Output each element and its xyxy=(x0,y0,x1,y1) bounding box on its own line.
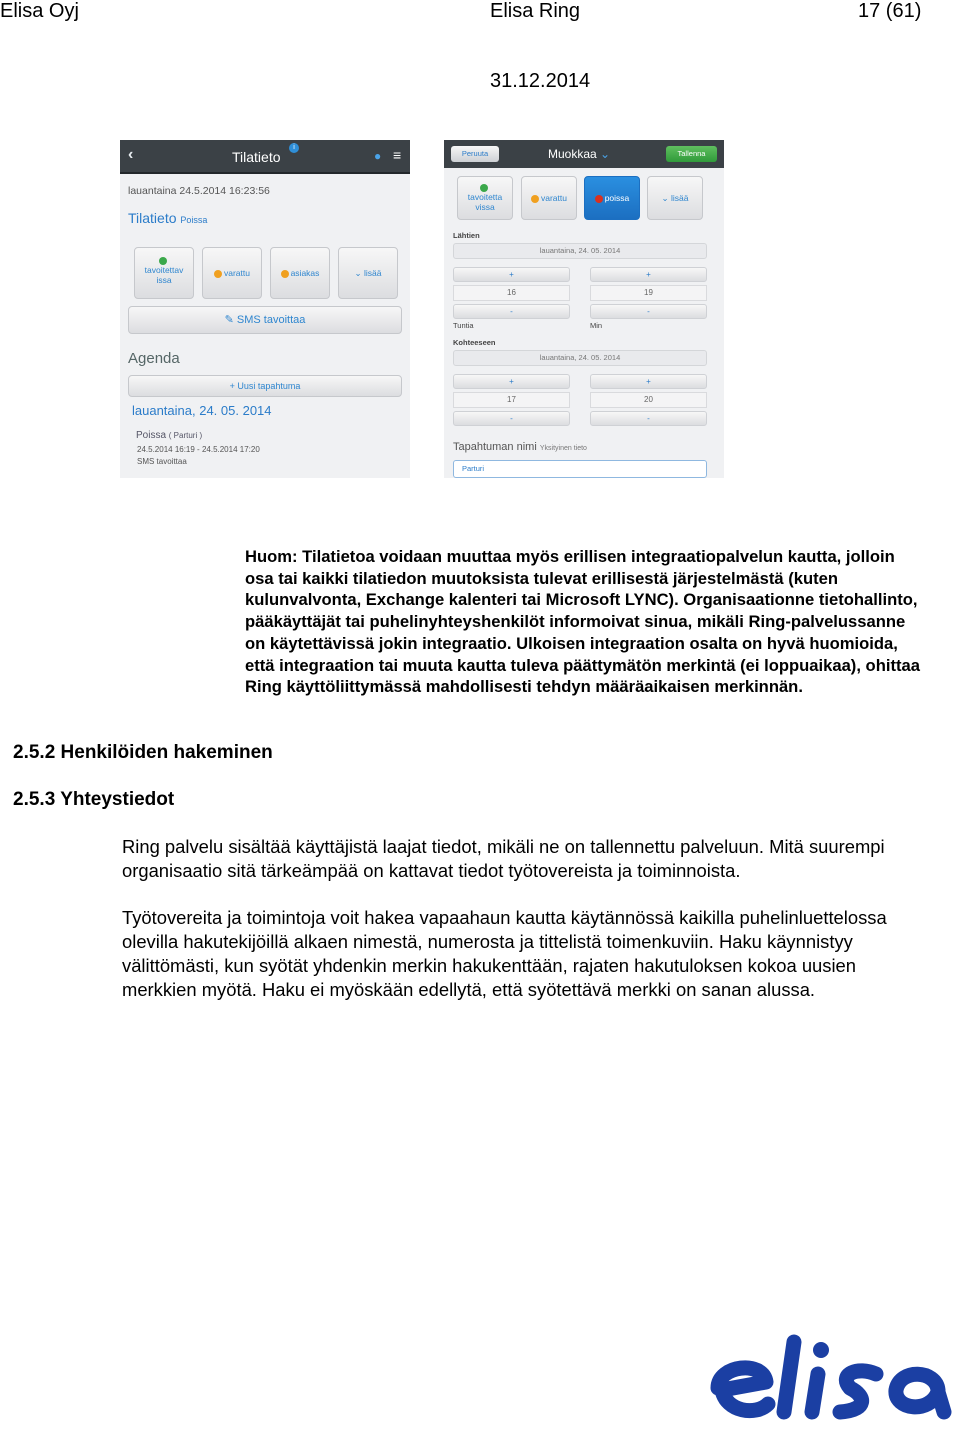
green-check-icon xyxy=(159,257,167,265)
timestamp: lauantaina 24.5.2014 16:23:56 xyxy=(128,185,270,197)
sms-button xyxy=(128,306,402,334)
end-min-minus: - xyxy=(590,411,707,426)
sms-button-label: SMS tavoittaa xyxy=(236,314,306,326)
button-label: tavoitetta xyxy=(467,192,503,202)
status-button-more xyxy=(647,176,703,220)
end-min-plus: + xyxy=(590,374,707,389)
button-label: tavoitettav xyxy=(144,265,184,275)
green-check-icon xyxy=(480,184,488,192)
headset-icon: ● xyxy=(374,149,382,163)
button-label: varattu xyxy=(224,268,250,278)
end-hour-plus: + xyxy=(453,374,570,389)
screen-title xyxy=(548,147,610,161)
min-label: Min xyxy=(590,321,603,330)
screen-title: Tilatieto xyxy=(232,149,281,165)
status-button-busy xyxy=(521,176,577,220)
start-date-field: lauantaina, 24. 05. 2014 xyxy=(453,243,707,259)
contacts-paragraph-1: Ring palvelu sisältää käyttäjistä laajat tiedot, mikäli ne on tallennettu palveluun. Mitä suurempi organisaatio sitä tärkeämpää on kattavat tiedot työtovereista ja toiminnoista. xyxy=(122,836,885,881)
status-label: Tilatieto xyxy=(128,210,177,226)
start-hour-value: 16 xyxy=(453,285,570,301)
orange-dot-icon xyxy=(281,270,289,278)
start-min-plus: + xyxy=(590,267,707,282)
end-date-field: lauantaina, 24. 05. 2014 xyxy=(453,350,707,366)
section-heading-253: 2.5.3 Yhteystiedot xyxy=(13,789,175,810)
status-button-available xyxy=(134,247,194,299)
event-status: Poissa xyxy=(136,430,167,441)
button-label: vissa xyxy=(475,202,495,212)
chevron-down-icon: ⌄ xyxy=(600,147,611,161)
button-label: varattu xyxy=(541,193,567,203)
event-name-label xyxy=(453,441,587,453)
agenda-event-title xyxy=(136,430,202,441)
start-min-value: 19 xyxy=(590,285,707,301)
document-title: Elisa Ring xyxy=(490,0,581,22)
start-hour-minus: - xyxy=(453,304,570,319)
integration-note: Huom: Tilatietoa voidaan muuttaa myös erillisen integraatiopalvelun kautta, jolloin osa tai kaikki tilatiedon muutoksista tulevat erillisestä järjestelmästä (kuten kulunvalvonta, Exchange kalenteri tai Microsoft LYNC). Organisaationne tietohallinto, pääkäyttäjät tai puhelinyhteyshenkilöt informoivat sinua, mikäli Ring-palvelussanne on käytettävissä jokin integraatio. Ulkoisen integraation osalta on hyvä huomioida, että integraation tai muuta kautta tuleva päättymätön merkintä (ei loppuaikaa), ohittaa Ring käyttöliittymässä mahdollisesti tehdyn määräaikaisen merkinnän. xyxy=(245,547,920,697)
elisa-logo xyxy=(708,1330,958,1430)
button-label: lisää xyxy=(364,268,382,278)
status-button-busy xyxy=(202,247,262,299)
i-dot xyxy=(813,1342,829,1358)
start-hour-plus: + xyxy=(453,267,570,282)
status-heading xyxy=(128,210,207,226)
orange-dot-icon xyxy=(214,270,222,278)
red-dot-icon xyxy=(595,195,603,203)
event-subject: ( Parturi ) xyxy=(168,431,203,440)
agenda-event-sms: SMS tavoittaa xyxy=(137,457,187,466)
button-label: issa xyxy=(156,275,172,285)
plus-icon: + xyxy=(229,381,235,391)
cancel-button: Peruuta xyxy=(451,146,499,162)
app-top-bar xyxy=(120,140,410,174)
end-hour-value: 17 xyxy=(453,392,570,408)
screen-title-text: Muokkaa xyxy=(548,147,597,161)
button-label: asiakas xyxy=(290,268,320,278)
save-button: Tallenna xyxy=(666,146,717,162)
status-screenshot xyxy=(120,140,410,478)
agenda-date: lauantaina, 24. 05. 2014 xyxy=(132,403,272,418)
chevron-down-icon: ⌄ xyxy=(661,193,669,203)
agenda-event-time: 24.5.2014 16:19 - 24.5.2014 17:20 xyxy=(137,445,260,454)
event-name-input: Parturi xyxy=(453,460,707,478)
agenda-heading: Agenda xyxy=(128,350,180,367)
company-name: Elisa Oyj xyxy=(0,0,79,22)
orange-dot-icon xyxy=(531,195,539,203)
pencil-icon: ✎ xyxy=(224,314,234,326)
new-event-label: Uusi tapahtuma xyxy=(237,381,301,391)
edit-screenshot xyxy=(444,140,724,478)
status-button-more xyxy=(338,247,398,299)
start-label: Lähtien xyxy=(453,231,480,240)
page-number: 17 (61) xyxy=(858,0,922,22)
app-top-bar xyxy=(444,140,724,168)
contacts-paragraph-2: Työtovereita ja toimintoja voit hakea vapaahaun kautta käytännössä kaikilla puhelinluettelossa olevilla hakutekijöillä alkaen nimestä, numerosta ja tittelistä toimenkuviin. Haku käynnistyy välittömästi, kun syötät yhdenkin merkin hakukenttään, rajaten hakutuloksen kokoa uusien merkkien myötä. Haku ei myöskään edellytä, että syötettävä merkki on sanan alussa. xyxy=(122,907,887,1000)
start-min-minus: - xyxy=(590,304,707,319)
status-button-available xyxy=(457,176,513,220)
chevron-down-icon: ⌄ xyxy=(354,268,362,278)
status-button-away xyxy=(584,176,640,220)
end-hour-minus: - xyxy=(453,411,570,426)
info-icon: i xyxy=(289,143,299,153)
document-date: 31.12.2014 xyxy=(490,70,591,92)
status-value: Poissa xyxy=(180,215,208,225)
event-name-label-text: Tapahtuman nimi xyxy=(453,441,537,453)
hour-label: Tuntia xyxy=(453,321,474,330)
button-label: lisää xyxy=(671,193,689,203)
end-min-value: 20 xyxy=(590,392,707,408)
status-button-customer xyxy=(270,247,330,299)
menu-icon: ≡ xyxy=(393,147,402,163)
button-label: poissa xyxy=(604,193,630,203)
event-name-hint: Yksityinen tieto xyxy=(539,445,587,452)
back-arrow-icon: ‹ xyxy=(128,146,134,163)
new-event-button xyxy=(128,375,402,397)
section-heading-252: 2.5.2 Henkilöiden hakeminen xyxy=(13,742,273,763)
end-label: Kohteeseen xyxy=(453,338,496,347)
